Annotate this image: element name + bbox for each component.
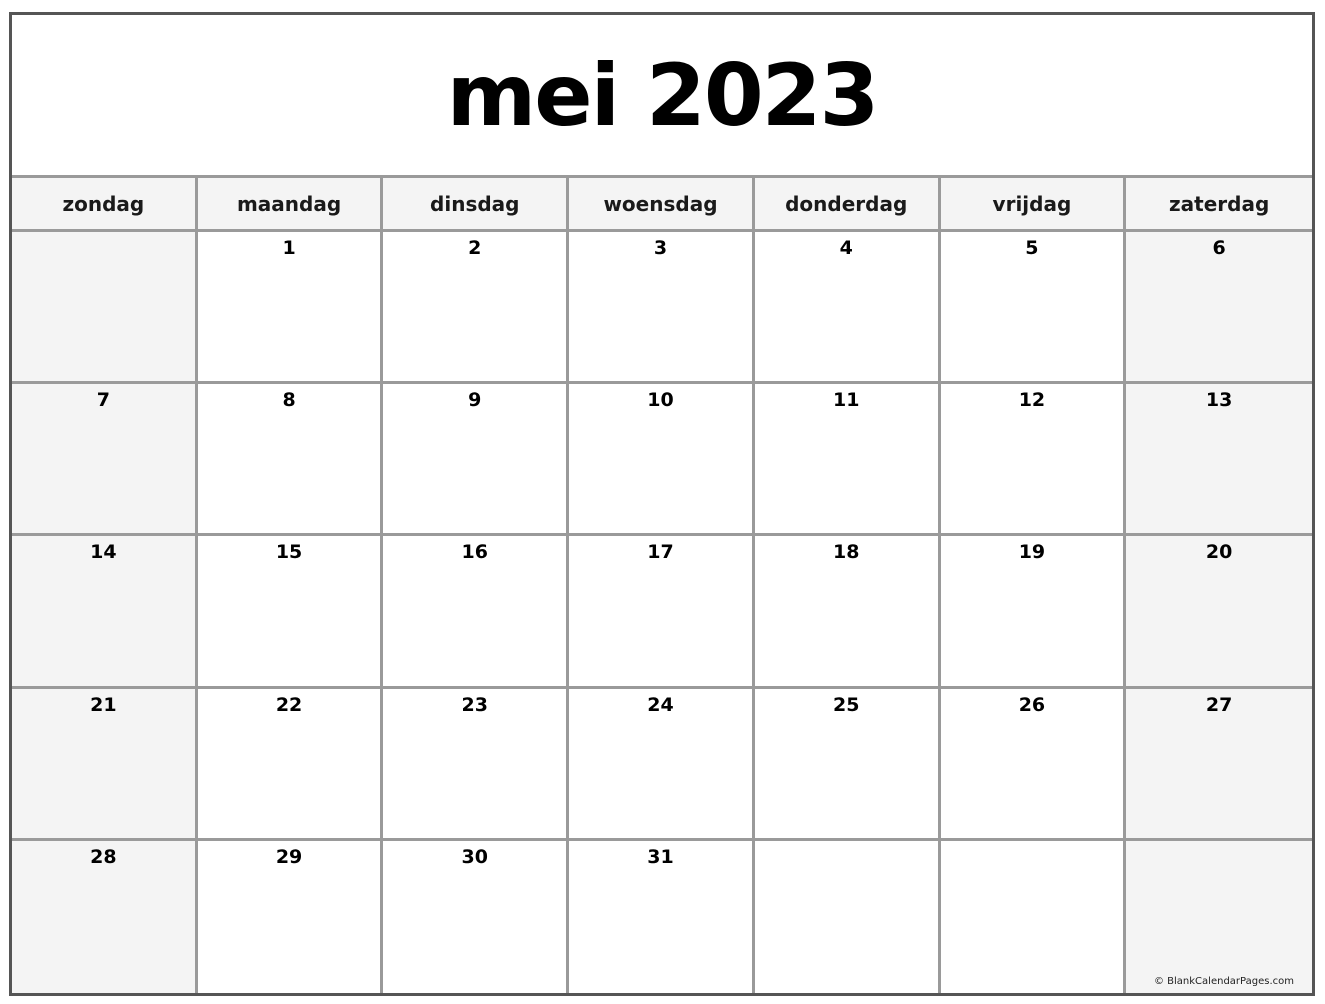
day-number: 15 — [275, 541, 303, 564]
day-cell-empty — [755, 841, 941, 993]
day-cell-14 — [12, 536, 198, 688]
calendar-title: mei 2023 — [446, 46, 878, 146]
day-number: 31 — [647, 845, 674, 868]
day-cell-30 — [383, 841, 569, 993]
day-cell-19 — [941, 536, 1127, 688]
day-cell-22 — [198, 689, 384, 841]
day-cell-25 — [755, 689, 941, 841]
day-cell-empty — [941, 841, 1127, 993]
weekday-header-zondag: zondag — [12, 178, 198, 232]
day-cell-23 — [383, 689, 569, 841]
day-cell-7 — [12, 384, 198, 536]
day-cell-4 — [755, 232, 941, 384]
day-number: 25 — [832, 693, 860, 716]
day-number: 1 — [282, 237, 296, 259]
calendar-grid — [12, 178, 1312, 993]
weekday-header-woensdag: woensdag — [569, 178, 755, 232]
day-cell-17 — [569, 536, 755, 688]
day-number: 26 — [1018, 693, 1046, 716]
day-number: 19 — [1018, 541, 1046, 564]
day-cell-28 — [12, 841, 198, 993]
day-number: 27 — [1205, 693, 1233, 716]
day-number: 7 — [96, 389, 110, 412]
credit-text: © BlankCalendarPages.com — [1153, 975, 1294, 987]
day-cell-21 — [12, 689, 198, 841]
title-area — [12, 15, 1312, 178]
day-number: 10 — [647, 389, 674, 412]
day-number: 22 — [275, 693, 303, 716]
day-cell-13 — [1126, 384, 1312, 536]
day-number: 21 — [90, 693, 117, 716]
day-cell-empty — [12, 232, 198, 384]
day-cell-18 — [755, 536, 941, 688]
day-cell-1 — [198, 232, 384, 384]
day-number: 23 — [461, 693, 488, 716]
day-cell-20 — [1126, 536, 1312, 688]
day-cell-9 — [383, 384, 569, 536]
day-number: 2 — [468, 237, 482, 259]
day-number: 8 — [282, 389, 296, 412]
day-number: 18 — [832, 541, 860, 564]
day-cell-31 — [569, 841, 755, 993]
weekday-header-zaterdag: zaterdag — [1126, 178, 1312, 232]
day-cell-3 — [569, 232, 755, 384]
day-cell-5 — [941, 232, 1127, 384]
day-cell-6 — [1126, 232, 1312, 384]
day-number: 30 — [461, 845, 488, 868]
day-cell-8 — [198, 384, 384, 536]
day-number: 11 — [832, 389, 860, 412]
day-number: 28 — [90, 845, 117, 868]
day-cell-26 — [941, 689, 1127, 841]
day-cell-27 — [1126, 689, 1312, 841]
day-number: 9 — [468, 389, 482, 412]
day-cell-2 — [383, 232, 569, 384]
day-cell-16 — [383, 536, 569, 688]
weekday-header-maandag: maandag — [198, 178, 384, 232]
weekday-header-vrijdag: vrijdag — [941, 178, 1127, 232]
day-number: 24 — [647, 693, 674, 716]
day-cell-12 — [941, 384, 1127, 536]
day-number: 17 — [647, 541, 674, 564]
day-number: 13 — [1205, 389, 1233, 412]
day-number: 3 — [653, 237, 668, 259]
calendar — [9, 12, 1315, 996]
day-number: 29 — [275, 845, 303, 868]
day-number: 6 — [1212, 237, 1226, 259]
day-number: 16 — [461, 541, 488, 564]
day-number: 14 — [90, 541, 117, 564]
day-cell-10 — [569, 384, 755, 536]
day-cell-11 — [755, 384, 941, 536]
day-number: 12 — [1018, 389, 1046, 412]
day-number: 5 — [1025, 237, 1039, 259]
day-cell-29 — [198, 841, 384, 993]
weekday-header-dinsdag: dinsdag — [383, 178, 569, 232]
day-number: 20 — [1205, 541, 1233, 564]
day-cell-empty — [1126, 841, 1312, 993]
day-number: 4 — [839, 237, 853, 259]
day-cell-15 — [198, 536, 384, 688]
day-cell-24 — [569, 689, 755, 841]
weekday-header-donderdag: donderdag — [755, 178, 941, 232]
